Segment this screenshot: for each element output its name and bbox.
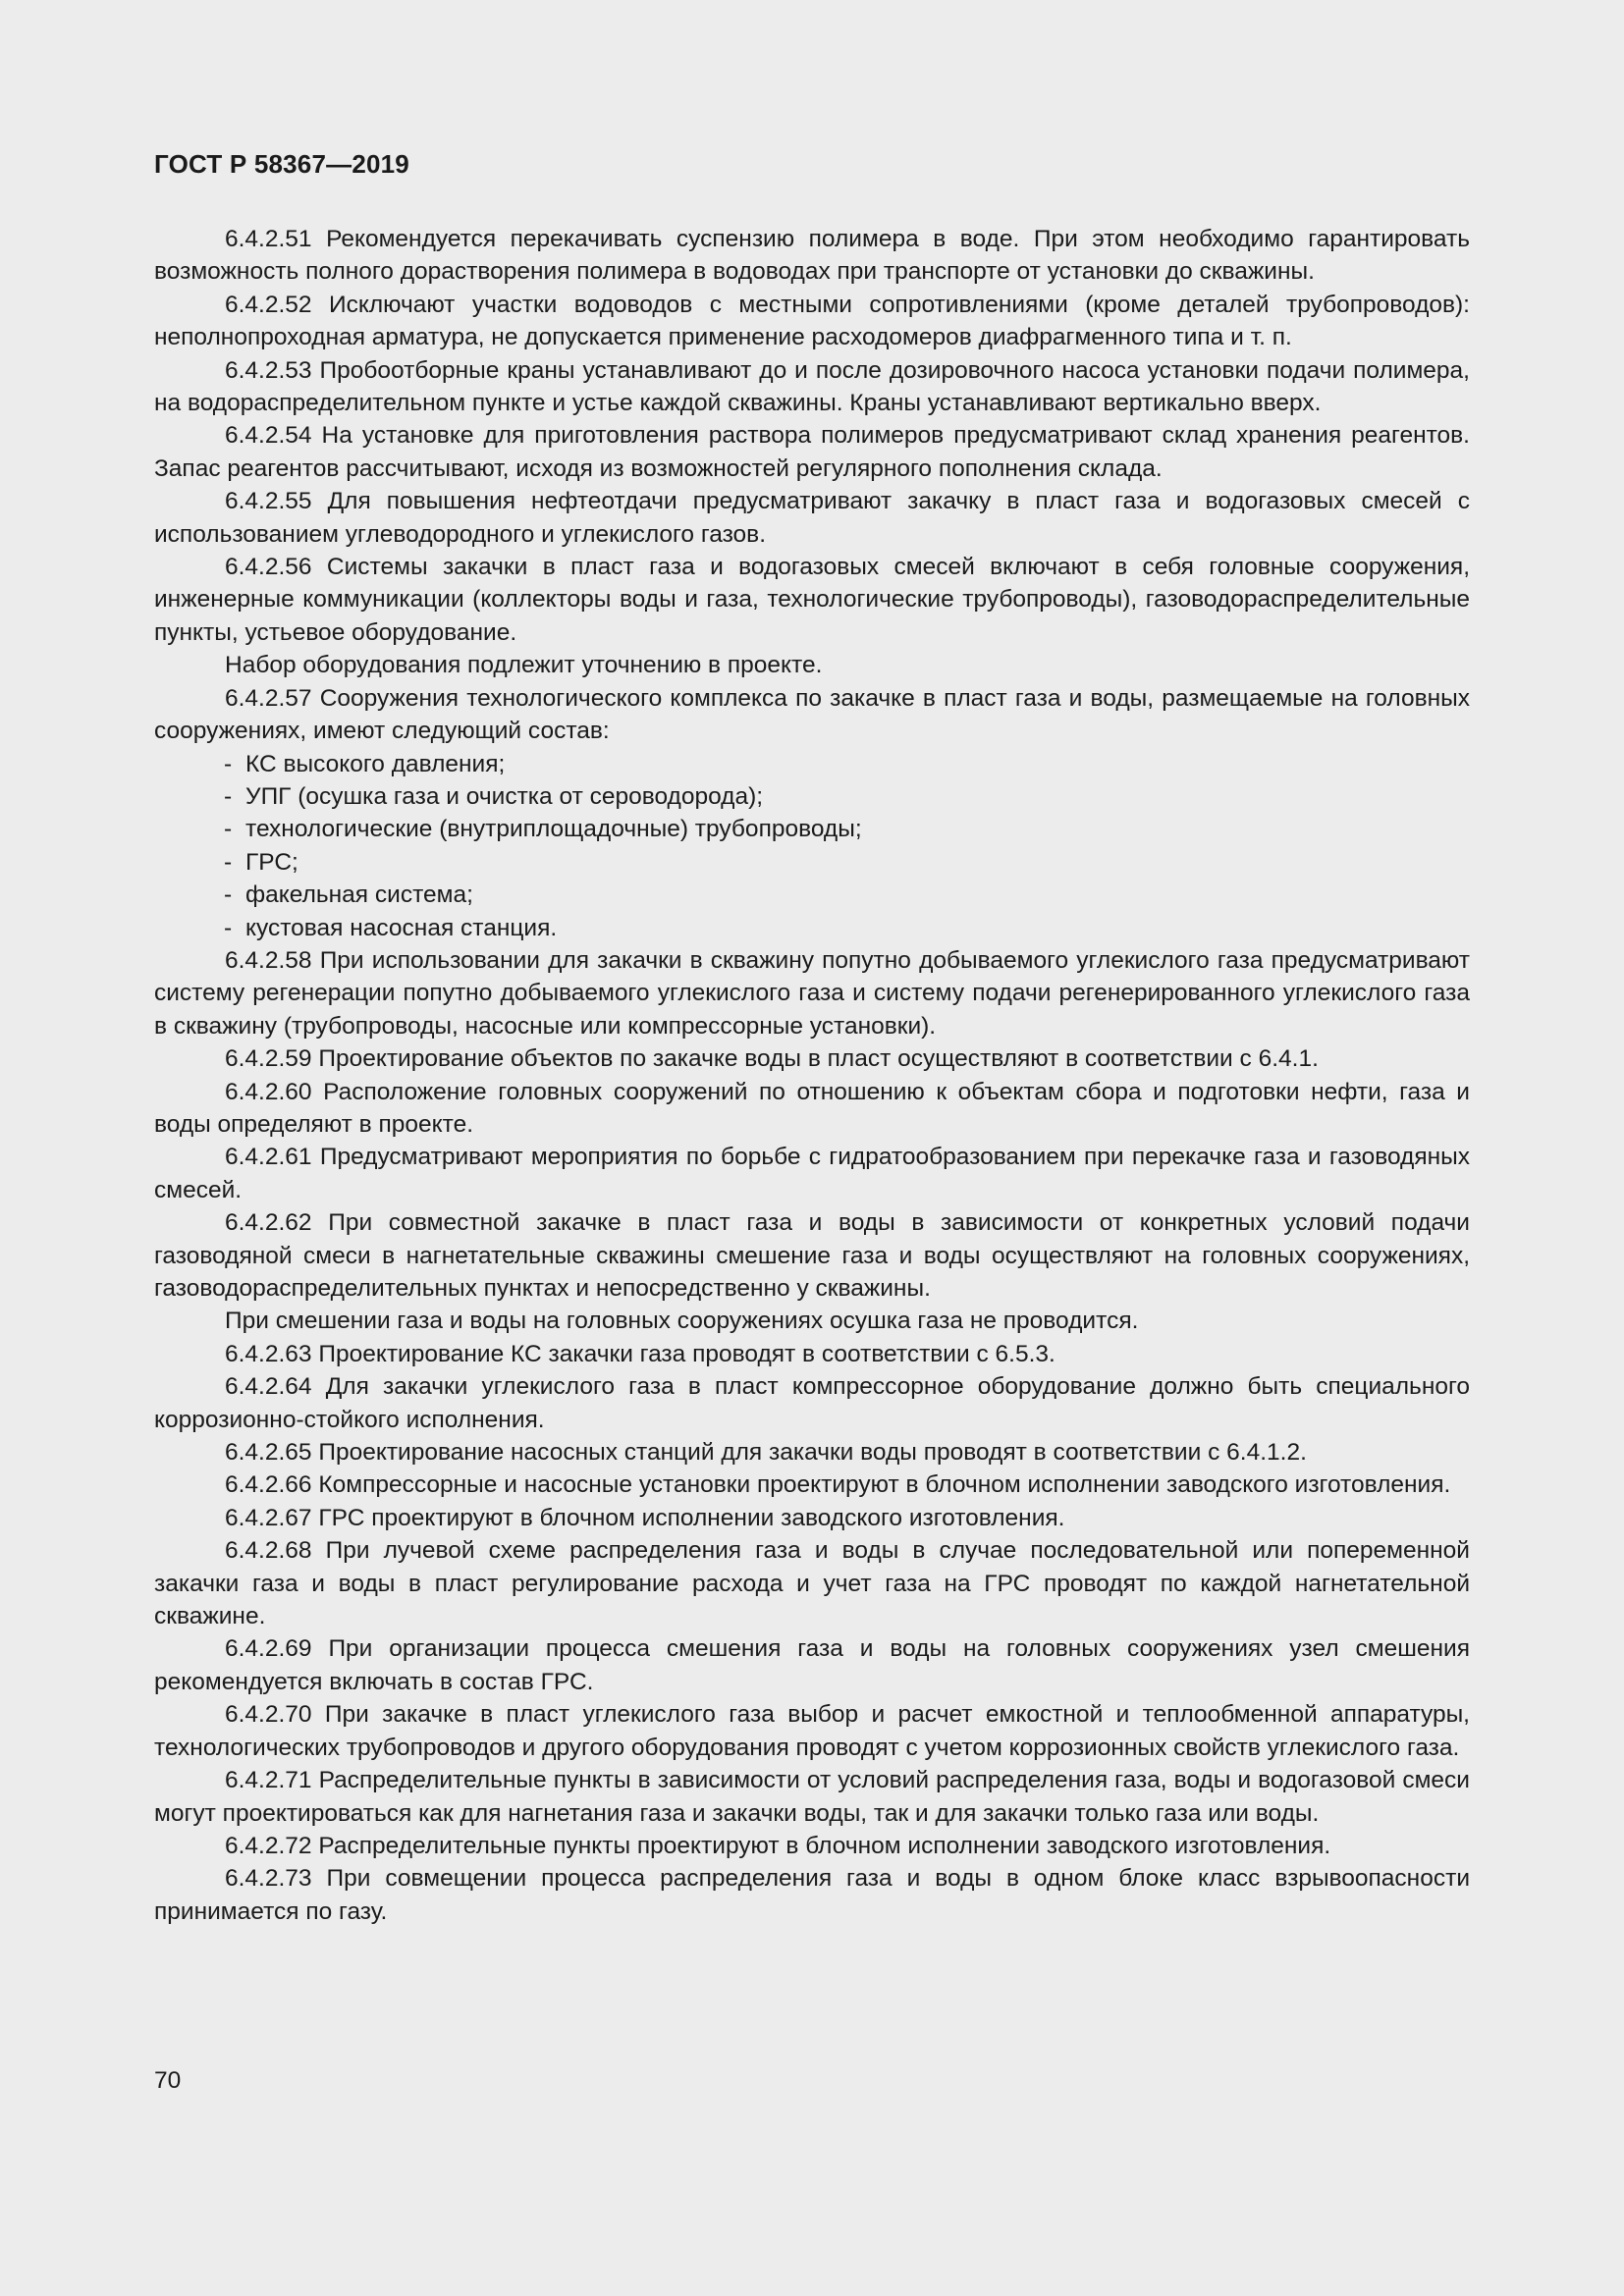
paragraph: 6.4.2.72 Распределительные пункты проектируют в блочном исполнении заводского изготовления. xyxy=(225,1832,1331,1859)
list-item-text: КС высокого давления; xyxy=(245,750,506,777)
list-item-text: УПГ (осушка газа и очистка от сероводорода); xyxy=(245,782,764,810)
paragraph: 6.4.2.70 При закачке в пласт углекислого газа выбор и расчет емкостной и теплообменной аппаратуры, технологических трубопроводов и другого оборудования проводят с учетом коррозионных свойств углекислого газа. xyxy=(154,1701,1470,1761)
paragraph: 6.4.2.52 Исключают участки водоводов с местными сопротивлениями (кроме деталей трубопроводов): неполнопроходная арматура, не допускается применение расходомеров диафрагменного типа и т. п. xyxy=(154,291,1470,351)
list-item-text: кустовая насосная станция. xyxy=(245,914,558,941)
list-bullet: - xyxy=(224,848,233,876)
paragraph: 6.4.2.73 При совмещении процесса распределения газа и воды в одном блоке класс взрывоопасности принимается по газу. xyxy=(154,1865,1470,1925)
paragraph: 6.4.2.62 При совместной закачке в пласт газа и воды в зависимости от конкретных условий подачи газоводяной смеси в нагнетательные скважины смешение газа и воды осуществляют на головных сооружениях, газоводораспределительных пунктах и непосредственно у скважины. xyxy=(154,1209,1470,1302)
paragraph: 6.4.2.56 Системы закачки в пласт газа и водогазовых смесей включают в себя головные сооружения, инженерные коммуникации (коллекторы воды и газа, технологические трубопроводы), газоводораспределительные пункты, устьевое оборудование. xyxy=(154,554,1470,646)
document-header: ГОСТ Р 58367—2019 xyxy=(154,149,409,179)
paragraph: 6.4.2.58 При использовании для закачки в скважину попутно добываемого углекислого газа предусматривают систему регенерации попутно добываемого углекислого газа и систему подачи регенерированного углекислого газа в скважину (трубопроводы, насосные или компрессорные установки). xyxy=(154,946,1470,1040)
list-item xyxy=(154,780,1470,813)
paragraph: 6.4.2.57 Сооружения технологического комплекса по закачке в пласт газа и воды, размещаемые на головных сооружениях, имеют следующий состав: xyxy=(154,684,1470,745)
list-item xyxy=(154,846,1470,879)
paragraph: Набор оборудования подлежит уточнению в проекте. xyxy=(225,652,823,679)
list-bullet: - xyxy=(224,914,233,941)
paragraph: 6.4.2.60 Расположение головных сооружений по отношению к объектам сбора и подготовки нефти, газа и воды определяют в проекте. xyxy=(154,1078,1470,1138)
list-item xyxy=(154,813,1470,845)
paragraph: 6.4.2.64 Для закачки углекислого газа в пласт компрессорное оборудование должно быть специального коррозионно-стойкого исполнения. xyxy=(154,1373,1470,1433)
paragraph: 6.4.2.69 При организации процесса смешения газа и воды на головных сооружениях узел смешения рекомендуется включать в состав ГРС. xyxy=(154,1635,1470,1695)
list-item-text: ГРС; xyxy=(245,848,298,876)
list-item xyxy=(154,879,1470,911)
paragraph: 6.4.2.55 Для повышения нефтеотдачи предусматривают закачку в пласт газа и водогазовых смесей с использованием углеводородного и углекислого газов. xyxy=(154,488,1470,548)
document-body xyxy=(154,223,1470,1928)
paragraph: 6.4.2.54 На установке для приготовления раствора полимеров предусматривают склад хранения реагентов. Запас реагентов рассчитывают, исходя из возможностей регулярного пополнения склада. xyxy=(154,422,1470,482)
list-bullet: - xyxy=(224,881,233,909)
paragraph: 6.4.2.67 ГРС проектируют в блочном исполнении заводского изготовления. xyxy=(225,1504,1065,1531)
paragraph: 6.4.2.68 При лучевой схеме распределения газа и воды в случае последовательной или попеременной закачки газа и воды в пласт регулирование расхода и учет газа на ГРС проводят по каждой нагнетательной скважине. xyxy=(154,1537,1470,1630)
paragraph: 6.4.2.71 Распределительные пункты в зависимости от условий распределения газа, воды и водогазовой смеси могут проектироваться как для нагнетания газа и закачки воды, так и для закачки только газа или воды. xyxy=(154,1767,1470,1827)
paragraph: 6.4.2.63 Проектирование КС закачки газа проводят в соответствии с 6.5.3. xyxy=(225,1340,1056,1367)
list-item xyxy=(154,912,1470,944)
paragraph: 6.4.2.61 Предусматривают мероприятия по борьбе с гидратообразованием при перекачке газа и газоводяных смесей. xyxy=(154,1144,1470,1203)
list-item xyxy=(154,748,1470,780)
paragraph: 6.4.2.66 Компрессорные и насосные установки проектируют в блочном исполнении заводского изготовления. xyxy=(225,1471,1451,1499)
list-bullet: - xyxy=(224,782,233,810)
paragraph: 6.4.2.53 Пробоотборные краны устанавливают до и после дозировочного насоса установки подачи полимера, на водораспределительном пункте и устье каждой скважины. Краны устанавливают вертикально вверх. xyxy=(154,356,1470,417)
paragraph: При смешении газа и воды на головных сооружениях осушка газа не проводится. xyxy=(225,1308,1139,1335)
list-item-text: факельная система; xyxy=(245,881,473,909)
page-number: 70 xyxy=(154,2067,182,2094)
paragraph: 6.4.2.65 Проектирование насосных станций для закачки воды проводят в соответствии с 6.4.1.2. xyxy=(225,1439,1307,1467)
list-bullet: - xyxy=(224,750,233,777)
list-bullet: - xyxy=(224,816,233,843)
paragraph: 6.4.2.59 Проектирование объектов по закачке воды в пласт осуществляют в соответствии с 6.4.1. xyxy=(225,1045,1319,1073)
paragraph: 6.4.2.51 Рекомендуется перекачивать суспензию полимера в воде. При этом необходимо гарантировать возможность полного дорастворения полимера в водоводах при транспорте от установки до скважины. xyxy=(154,226,1470,286)
list-item-text: технологические (внутриплощадочные) трубопроводы; xyxy=(245,816,862,843)
